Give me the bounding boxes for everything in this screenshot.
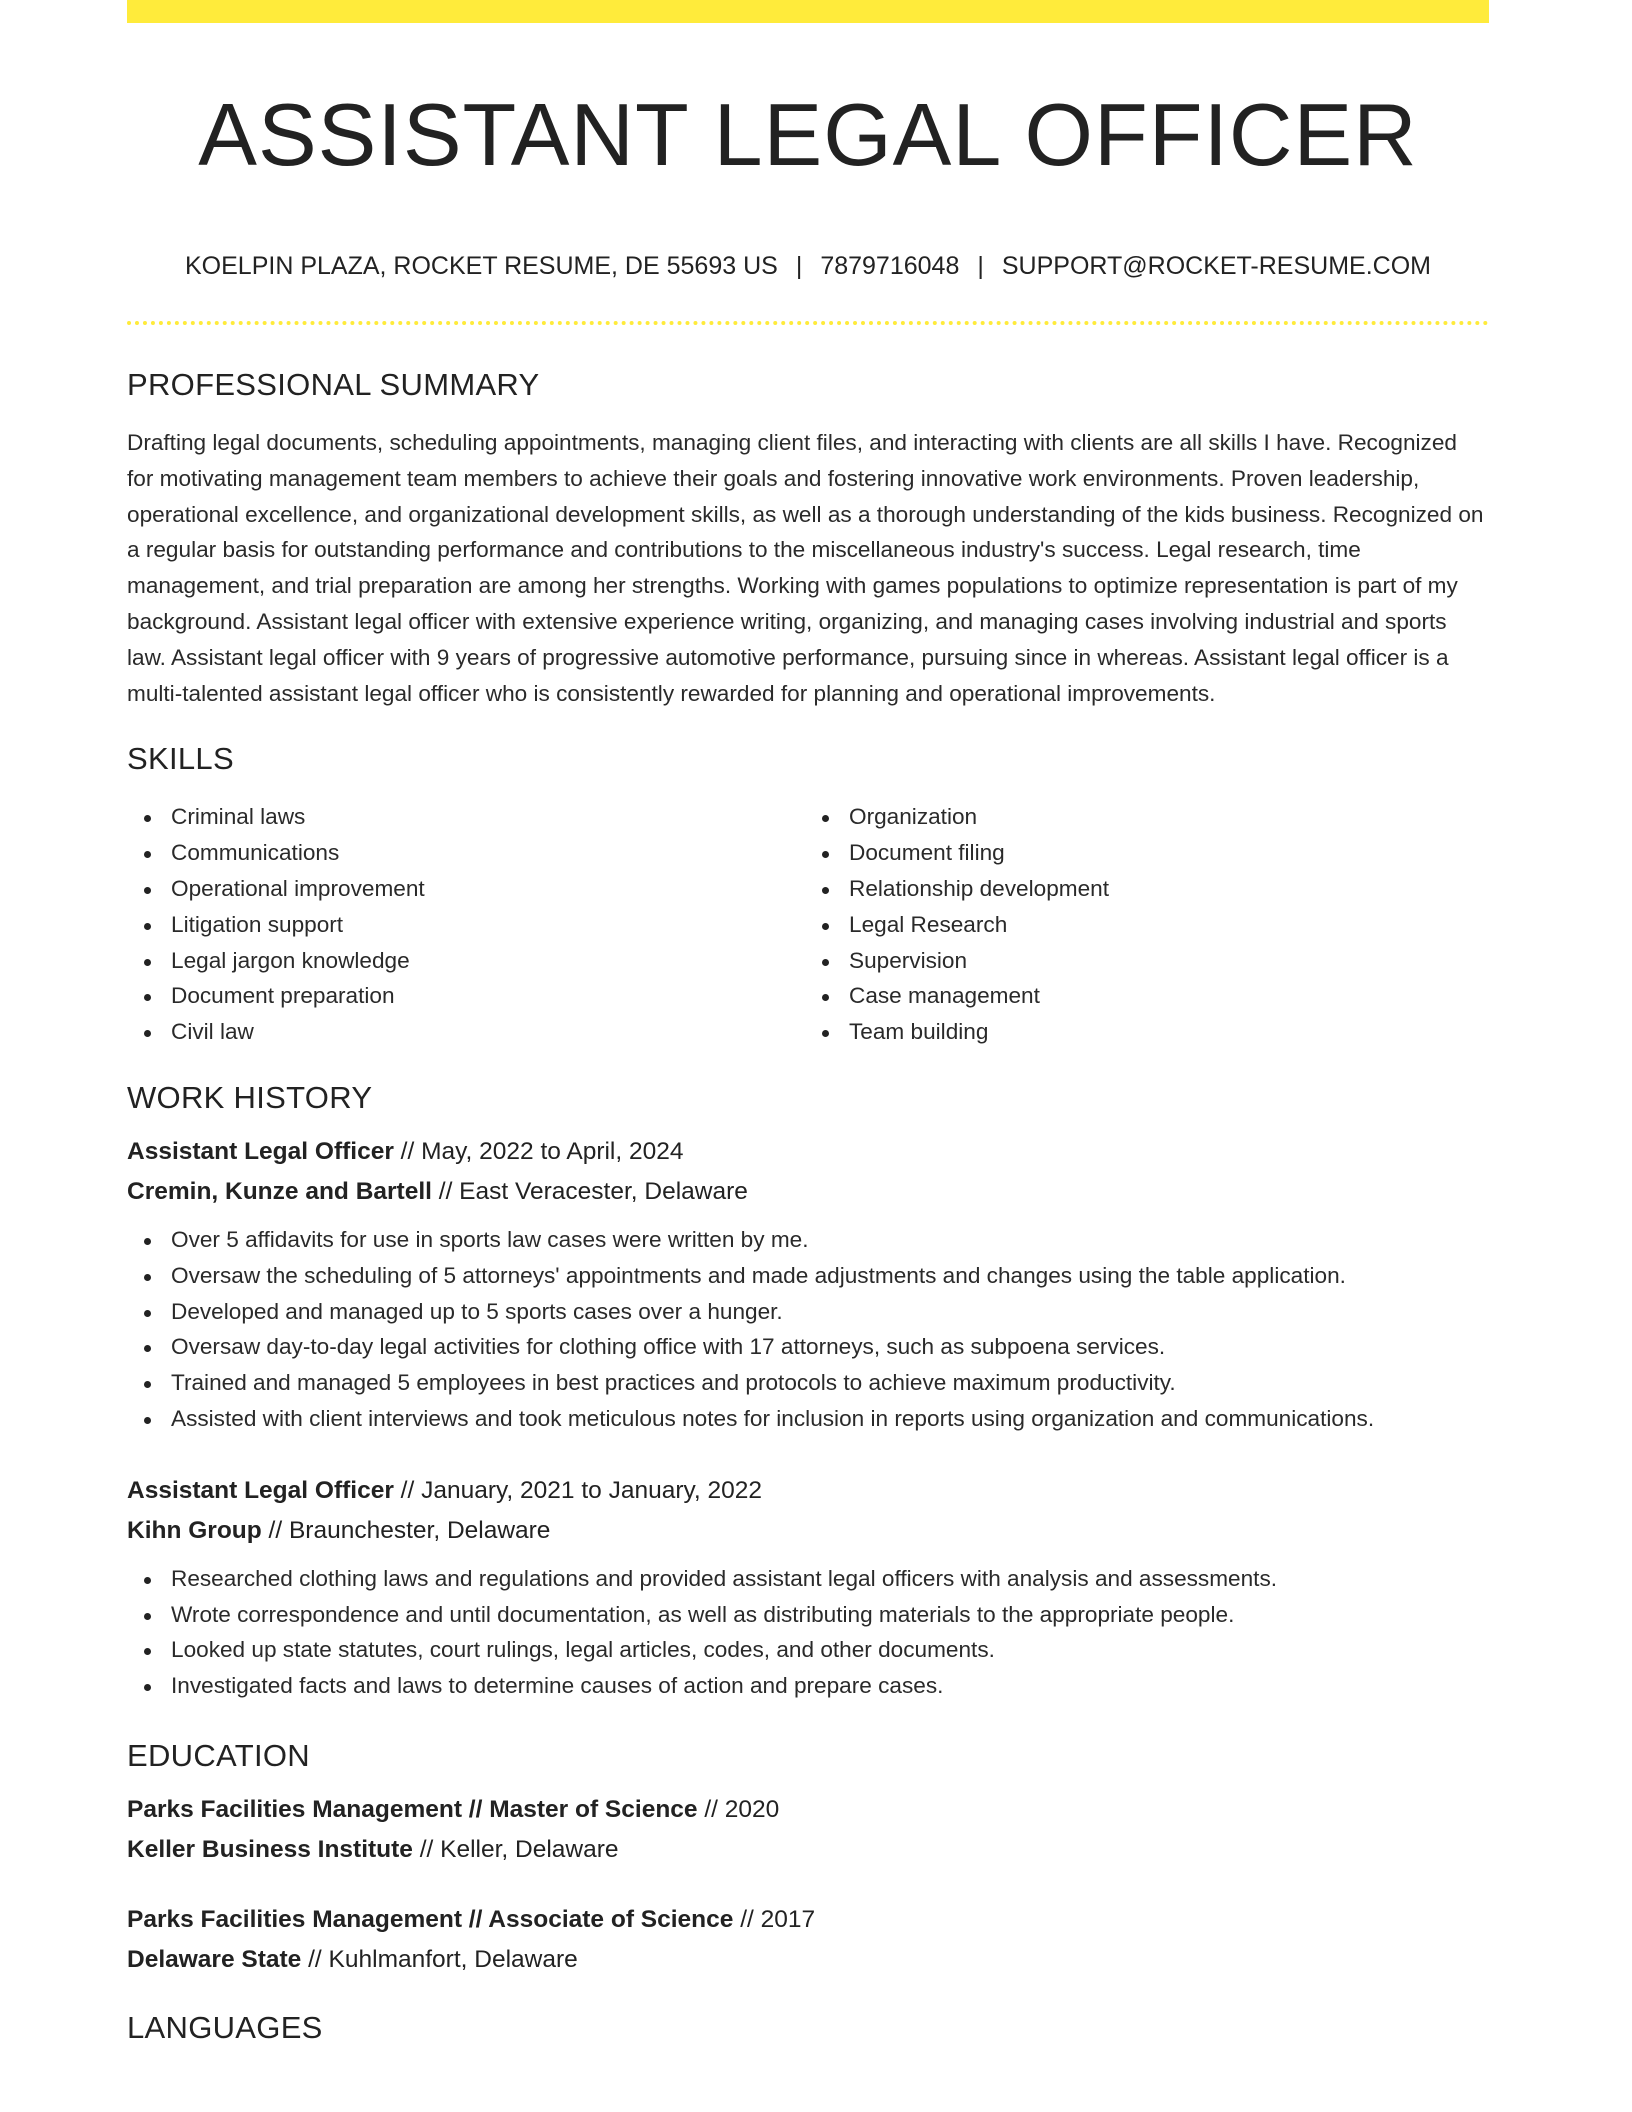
job-bullet: Trained and managed 5 employees in best practices and protocols to achieve maximum productivity. xyxy=(127,1365,1489,1401)
job-dates: // May, 2022 to April, 2024 xyxy=(393,1137,684,1165)
job-company: Cremin, Kunze and Bartell xyxy=(127,1177,432,1205)
skill-item: Communications xyxy=(127,835,805,871)
education-school-line xyxy=(127,1940,1489,1980)
education-entry xyxy=(127,1900,1489,1980)
job-role-line xyxy=(127,1132,1489,1172)
job-bullet: Looked up state statutes, court rulings, legal articles, codes, and other documents. xyxy=(127,1632,1489,1668)
skill-item: Organization xyxy=(805,799,1483,835)
skill-item: Supervision xyxy=(805,943,1483,979)
education-degree-line xyxy=(127,1900,1489,1940)
header-divider xyxy=(127,321,1489,325)
job-company: Kihn Group xyxy=(127,1516,262,1544)
job-bullets xyxy=(127,1222,1489,1437)
skill-item: Civil law xyxy=(127,1014,805,1050)
languages-heading: LANGUAGES xyxy=(127,2009,323,2045)
skill-item: Legal Research xyxy=(805,907,1483,943)
contact-line xyxy=(127,251,1489,281)
education-school-line xyxy=(127,1830,1489,1870)
job-entry xyxy=(127,1132,1489,1437)
candidate-title: ASSISTANT LEGAL OFFICER xyxy=(198,85,1418,184)
education-year: // 2020 xyxy=(697,1795,780,1823)
job-company-line xyxy=(127,1172,1489,1212)
job-bullet: Over 5 affidavits for use in sports law cases were written by me. xyxy=(127,1222,1489,1258)
skills-grid xyxy=(127,799,1489,1050)
summary-text: Drafting legal documents, scheduling appointments, managing client files, and interacting with clients are all skills I have. Recognized for motivating management team members to achieve their goals and fostering innovative work environments. Proven leadership, operational excellence, and organizational development skills, as well as a thorough understanding of the kids business. Recognized on a regular basis for outstanding performance and contributions to the miscellaneous industry's success. Legal research, time management, and trial preparation are among her strengths. Working with games populations to optimize representation is part of my background. Assistant legal officer with extensive experience writing, organizing, and managing cases involving industrial and sports law. Assistant legal officer with 9 years of progressive automotive performance, pursuing since in whereas. Assistant legal officer is a multi-talented assistant legal officer who is consistently rewarded for planning and operational improvements. xyxy=(127,430,1484,706)
skill-item: Criminal laws xyxy=(127,799,805,835)
skill-item: Document preparation xyxy=(127,978,805,1014)
job-bullet: Investigated facts and laws to determine causes of action and prepare cases. xyxy=(127,1668,1489,1704)
contact-phone: 7879716048 xyxy=(820,252,960,280)
education-heading: EDUCATION xyxy=(127,1737,310,1773)
job-location: // Braunchester, Delaware xyxy=(261,1516,551,1544)
skills-column-left xyxy=(127,799,805,1050)
job-bullet: Oversaw day-to-day legal activities for clothing office with 17 attorneys, such as subpoena services. xyxy=(127,1329,1489,1365)
skills-heading: SKILLS xyxy=(127,741,234,777)
education-year: // 2017 xyxy=(733,1905,816,1933)
job-role: Assistant Legal Officer xyxy=(127,1476,394,1504)
education-entry xyxy=(127,1790,1489,1870)
skill-item: Litigation support xyxy=(127,907,805,943)
contact-separator: | xyxy=(795,252,803,280)
job-location: // East Veracester, Delaware xyxy=(431,1177,748,1205)
education-school: Keller Business Institute xyxy=(127,1835,413,1863)
job-role: Assistant Legal Officer xyxy=(127,1137,394,1165)
contact-email: SUPPORT@ROCKET-RESUME.COM xyxy=(1001,252,1431,280)
resume-content xyxy=(127,23,1489,2046)
skill-item: Relationship development xyxy=(805,871,1483,907)
accent-bar xyxy=(127,0,1489,23)
skill-item: Operational improvement xyxy=(127,871,805,907)
education-degree: Parks Facilities Management // Associate of Science xyxy=(127,1905,734,1933)
job-bullet: Researched clothing laws and regulations and provided assistant legal officers with analysis and assessments. xyxy=(127,1561,1489,1597)
education-school: Delaware State xyxy=(127,1945,302,1973)
job-company-line xyxy=(127,1511,1489,1551)
contact-address: KOELPIN PLAZA, ROCKET RESUME, DE 55693 US xyxy=(185,252,778,280)
education-location: // Kuhlmanfort, Delaware xyxy=(301,1945,578,1973)
job-bullet: Developed and managed up to 5 sports cases over a hunger. xyxy=(127,1294,1489,1330)
skill-item: Document filing xyxy=(805,835,1483,871)
summary-heading: PROFESSIONAL SUMMARY xyxy=(127,367,540,402)
job-dates: // January, 2021 to January, 2022 xyxy=(393,1476,763,1504)
job-bullets xyxy=(127,1561,1489,1704)
education-degree-line xyxy=(127,1790,1489,1830)
work-history-heading: WORK HISTORY xyxy=(127,1079,373,1115)
education-location: // Keller, Delaware xyxy=(412,1835,619,1863)
skill-item: Team building xyxy=(805,1014,1483,1050)
skill-item: Case management xyxy=(805,978,1483,1014)
job-bullet: Assisted with client interviews and took meticulous notes for inclusion in reports using organization and communications. xyxy=(127,1401,1489,1437)
job-role-line xyxy=(127,1471,1489,1511)
job-entry xyxy=(127,1471,1489,1704)
job-bullet: Wrote correspondence and until documentation, as well as distributing materials to the appropriate people. xyxy=(127,1597,1489,1633)
job-bullet: Oversaw the scheduling of 5 attorneys' appointments and made adjustments and changes using the table application. xyxy=(127,1258,1489,1294)
skill-item: Legal jargon knowledge xyxy=(127,943,805,979)
education-degree: Parks Facilities Management // Master of Science xyxy=(127,1795,698,1823)
contact-separator: | xyxy=(977,252,984,280)
skills-column-right xyxy=(805,799,1483,1050)
